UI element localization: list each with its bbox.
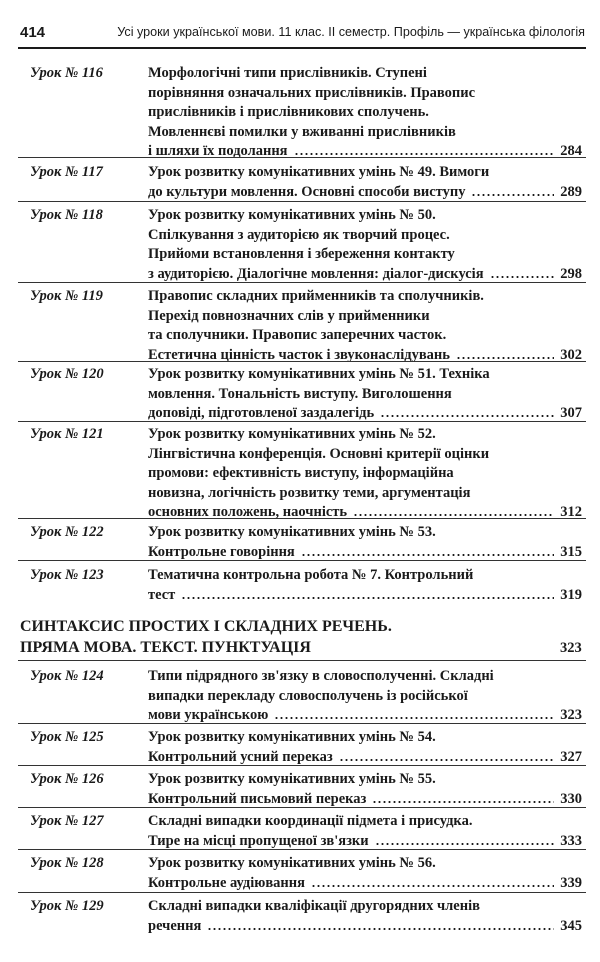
entry-last-line	[148, 586, 582, 604]
entry-line: Правопис складних прийменників та сполучників.	[148, 288, 484, 304]
dot-leader	[339, 758, 555, 762]
entry-line: Мовленнєві помилки у вживанні прислівників	[148, 123, 456, 140]
page-ref: 333	[560, 832, 582, 849]
page-ref: 289	[560, 183, 582, 200]
entry-line: прислівників і прислівникових сполучень.	[148, 104, 429, 120]
entry-line: Тире на місці пропущеної зв'язки	[148, 832, 369, 849]
lesson-label: Урок № 123	[30, 567, 104, 583]
entry-last-line	[148, 832, 582, 850]
entry-divider	[18, 282, 586, 283]
lesson-label: Урок № 129	[30, 898, 104, 914]
entry-line: Морфологічні типи прислівників. Ступені	[148, 65, 427, 81]
entry-divider	[18, 421, 586, 422]
section-page-ref: 323	[560, 640, 582, 656]
page-ref: 284	[560, 143, 582, 159]
lesson-label: Урок № 121	[30, 426, 104, 442]
entry-divider	[18, 660, 586, 661]
entry-line: Урок розвитку комунікативних умінь № 56.	[148, 855, 436, 871]
entry-line: Складні випадки координації підмета і присудка.	[148, 813, 473, 829]
dot-leader	[301, 553, 554, 557]
page-ref: 319	[560, 586, 582, 603]
entry-line: Лінгвістична конференція. Основні критерії оцінки	[148, 445, 490, 462]
entry-line: Естетична цінність часток і звуконаслідувань	[148, 346, 450, 363]
entry-line: мовлення. Тональність виступу. Виголошення	[148, 385, 452, 402]
entry-line: Контрольний усний переказ	[148, 748, 333, 765]
dot-leader	[181, 596, 554, 600]
entry-line: випадки перекладу словосполучень із російської	[148, 687, 468, 704]
dot-leader	[372, 800, 554, 804]
entry-line: Урок розвитку комунікативних умінь № 51. Техніка	[148, 366, 490, 382]
entry-last-line	[148, 790, 582, 808]
lesson-label: Урок № 118	[30, 207, 103, 223]
entry-line: до культури мовлення. Основні способи виступу	[148, 183, 466, 200]
entry-last-line	[148, 265, 582, 283]
entry-line: речення	[148, 917, 202, 934]
section-heading-line: СИНТАКСИС ПРОСТИХ І СКЛАДНИХ РЕЧЕНЬ.	[20, 618, 392, 635]
dot-leader	[294, 152, 555, 156]
entry-line: Типи підрядного зв'язку в словосполученні. Складні	[148, 668, 494, 684]
dot-leader	[456, 356, 554, 360]
entry-line: доповіді, підготовленої заздалегідь	[148, 405, 375, 421]
dot-leader	[274, 716, 554, 720]
entry-line: Контрольний письмовий переказ	[148, 790, 367, 807]
entry-line: порівняння означальних прислівників. Правопис	[148, 84, 476, 101]
entry-line: новизна, логічність розвитку теми, аргументація	[148, 484, 471, 501]
entry-divider	[18, 765, 586, 766]
lesson-label: Урок № 128	[30, 855, 104, 871]
entry-last-line	[148, 404, 582, 422]
entry-divider	[18, 807, 586, 808]
dot-leader	[471, 193, 554, 197]
dot-leader	[490, 275, 555, 279]
page-ref: 323	[560, 707, 582, 723]
page-header	[20, 24, 585, 46]
entry-line: Урок розвитку комунікативних умінь № 54.	[148, 729, 436, 745]
entry-line: основних положень, наочність	[148, 504, 348, 520]
entry-divider	[18, 560, 586, 561]
entry-divider	[18, 518, 586, 519]
header-rule	[18, 47, 586, 49]
lesson-label: Урок № 126	[30, 771, 104, 787]
entry-line: Складні випадки кваліфікації другорядних членів	[148, 898, 480, 914]
entry-line: Контрольне говоріння	[148, 543, 295, 560]
lesson-label: Урок № 125	[30, 729, 104, 745]
page-ref: 339	[560, 874, 582, 891]
entry-line: Перехід повнозначних слів у прийменники	[148, 307, 430, 324]
entry-line: і шляхи їх подолання	[148, 143, 288, 159]
entry-line: з аудиторією. Діалогічне мовлення: діалог-дискусія	[148, 265, 484, 282]
page-ref: 298	[560, 265, 582, 282]
lesson-label: Урок № 116	[30, 65, 103, 81]
dot-leader	[380, 414, 554, 418]
entry-line: та сполучники. Правопис заперечних часток.	[148, 327, 447, 343]
running-title: Усі уроки української мови. 11 клас. II семестр. Профіль — українська філологія	[117, 25, 585, 39]
section-heading-line: ПРЯМА МОВА. ТЕКСТ. ПУНКТУАЦІЯ	[20, 639, 311, 656]
entry-line: Спілкування з аудиторією як творчий процес.	[148, 226, 450, 243]
page-ref: 312	[560, 504, 582, 520]
lesson-label: Урок № 124	[30, 668, 104, 684]
entry-last-line	[148, 748, 582, 766]
lesson-label: Урок № 122	[30, 524, 104, 540]
entry-last-line	[148, 183, 582, 201]
entry-last-line	[148, 706, 582, 724]
page-number: 414	[20, 24, 46, 41]
entry-line: Тематична контрольна робота № 7. Контрольний	[148, 567, 474, 583]
entry-divider	[18, 892, 586, 893]
dot-leader	[375, 842, 555, 846]
entry-line: Прийоми встановлення і збереження контакту	[148, 246, 455, 262]
entry-divider	[18, 201, 586, 202]
page-ref: 330	[560, 790, 582, 807]
entry-line: Урок розвитку комунікативних умінь № 50.	[148, 207, 436, 223]
entry-line: промови: ефективність виступу, інформаційна	[148, 465, 454, 481]
entry-last-line	[148, 917, 582, 935]
entry-line: мови українською	[148, 707, 269, 723]
lesson-label: Урок № 120	[30, 366, 104, 382]
entry-last-line	[148, 874, 582, 892]
entry-line: Урок розвитку комунікативних умінь № 52.	[148, 426, 436, 442]
lesson-label: Урок № 119	[30, 288, 103, 304]
lesson-label: Урок № 117	[30, 164, 103, 180]
page-ref: 307	[560, 405, 582, 421]
page-ref: 302	[560, 346, 582, 363]
entry-divider	[18, 849, 586, 850]
lesson-label: Урок № 127	[30, 813, 104, 829]
entry-last-line	[148, 543, 582, 561]
dot-leader	[311, 884, 554, 888]
dot-leader	[353, 513, 554, 517]
page-ref: 327	[560, 748, 582, 765]
entry-line: Урок розвитку комунікативних умінь № 55.	[148, 771, 436, 787]
entry-line: тест	[148, 586, 176, 603]
entry-divider	[18, 723, 586, 724]
dot-leader	[207, 927, 554, 931]
page-ref: 315	[560, 543, 582, 560]
entry-divider	[18, 361, 586, 362]
entry-line: Урок розвитку комунікативних умінь № 49. Вимоги	[148, 164, 490, 180]
entry-divider	[18, 157, 586, 158]
entry-line: Контрольне аудіювання	[148, 874, 305, 891]
page-ref: 345	[560, 917, 582, 934]
entry-line: Урок розвитку комунікативних умінь № 53.	[148, 524, 436, 540]
